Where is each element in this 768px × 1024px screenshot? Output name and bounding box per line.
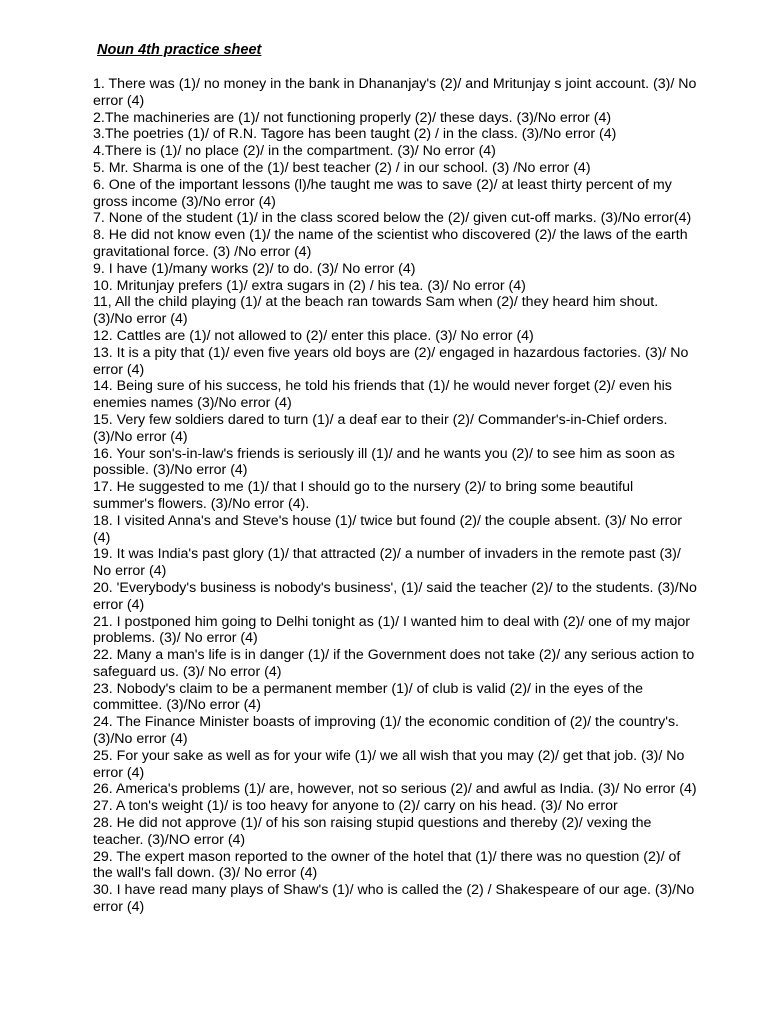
question-item: 10. Mritunjay prefers (1)/ extra sugars in (2) / his tea. (3)/ No error (4) (93, 277, 526, 294)
question-item: 30. I have read many plays of Shaw's (1)/ who is called the (2) / Shakespeare of our age. (3)/No error (4) (93, 882, 695, 916)
question-item: 14. Being sure of his success, he told his friends that (1)/ he would never forget (2)/ even his enemies names (3)/No error (4) (93, 378, 672, 412)
question-item: 2.The machineries are (1)/ not functioning properly (2)/ these days. (3)/No error (4) (93, 109, 612, 126)
question-item: 16. Your son's-in-law's friends is seriously ill (1)/ and he wants you (2)/ to see him as soon as possible. (3)/No error (4) (93, 445, 675, 479)
question-item: 29. The expert mason reported to the owner of the hotel that (1)/ there was no question (2)/ of the wall's fall down. (3)/ No error (4) (93, 848, 681, 882)
question-item: 27. A ton's weight (1)/ is too heavy for anyone to (2)/ carry on his head. (3)/ No error (93, 798, 618, 815)
question-item: 26. America's problems (1)/ are, however, not so serious (2)/ and awful as India. (3)/ No error (4) (93, 781, 697, 798)
question-item: 25. For your sake as well as for your wife (1)/ we all wish that you may (2)/ get that job. (3)/ No error (4) (93, 747, 685, 781)
question-item: 20. 'Everybody's business is nobody's business', (1)/ said the teacher (2)/ to the students. (3)/No error (4) (93, 579, 697, 613)
question-item: 15. Very few soldiers dared to turn (1)/ a deaf ear to their (2)/ Commander's-in-Chief orders. (3)/No error (4) (93, 411, 668, 445)
question-item: 21. I postponed him going to Delhi tonight as (1)/ I wanted him to deal with (2)/ one of my major problems. (3)/ No error (4) (93, 613, 690, 647)
question-item: 11, All the child playing (1)/ at the beach ran towards Sam when (2)/ they heard him shout. (3)/No error (4) (93, 294, 659, 328)
question-item: 24. The Finance Minister boasts of improving (1)/ the economic condition of (2)/ the country's. (3)/No error (4) (93, 714, 679, 748)
question-item: 4.There is (1)/ no place (2)/ in the compartment. (3)/ No error (4) (93, 143, 496, 160)
question-item: 8. He did not know even (1)/ the name of the scientist who discovered (2)/ the laws of the earth gravitational force. (3) /No error (4) (93, 227, 688, 260)
question-item: 12. Cattles are (1)/ not allowed to (2)/ enter this place. (3)/ No error (4) (93, 327, 534, 344)
question-item: 17. He suggested to me (1)/ that I should go to the nursery (2)/ to bring some beautiful summer's flowers. (3)/No error (4). (93, 479, 634, 512)
question-item: 9. I have (1)/many works (2)/ to do. (3)/ No error (4) (93, 260, 416, 277)
question-item: 6. One of the important lessons (l)/he taught me was to save (2)/ at least thirty percent of my gross income (3)/No error (4) (93, 176, 672, 210)
question-item: 1. There was (1)/ no money in the bank in Dhananjay's (2)/ and Mritunjay s joint account. (3)/ No error (4) (93, 76, 697, 109)
question-item: 7. None of the student (1)/ in the class scored below the (2)/ given cut-off marks. (3)/No error(4) (93, 210, 692, 227)
question-item: 3.The poetries (1)/ of R.N. Tagore has been taught (2) / in the class. (3)/No error (4) (93, 126, 617, 143)
question-list (93, 76, 698, 916)
question-item: 22. Many a man's life is in danger (1)/ if the Government does not take (2)/ any serious action to safeguard us. (3)/ No error (4) (93, 647, 695, 680)
question-item: 23. Nobody's claim to be a permanent member (1)/ of club is valid (2)/ in the eyes of the committee. (3)/No error (4) (93, 680, 643, 714)
question-item: 28. He did not approve (1)/ of his son raising stupid questions and thereby (2)/ vexing the teacher. (3)/NO error (4) (93, 815, 652, 848)
question-item: 18. I visited Anna's and Steve's house (1)/ twice but found (2)/ the couple absent. (3)/ No error (4) (93, 512, 683, 546)
question-item: 19. It was India's past glory (1)/ that attracted (2)/ a number of invaders in the remote past (3)/ No error (4) (93, 546, 681, 580)
question-item: 5. Mr. Sharma is one of the (1)/ best teacher (2) / in our school. (3) /No error (4) (93, 159, 591, 176)
page-title: Noun 4th practice sheet (97, 42, 262, 58)
question-item: 13. It is a pity that (1)/ even five years old boys are (2)/ engaged in hazardous factories. (3)/ No error (4) (93, 344, 689, 378)
